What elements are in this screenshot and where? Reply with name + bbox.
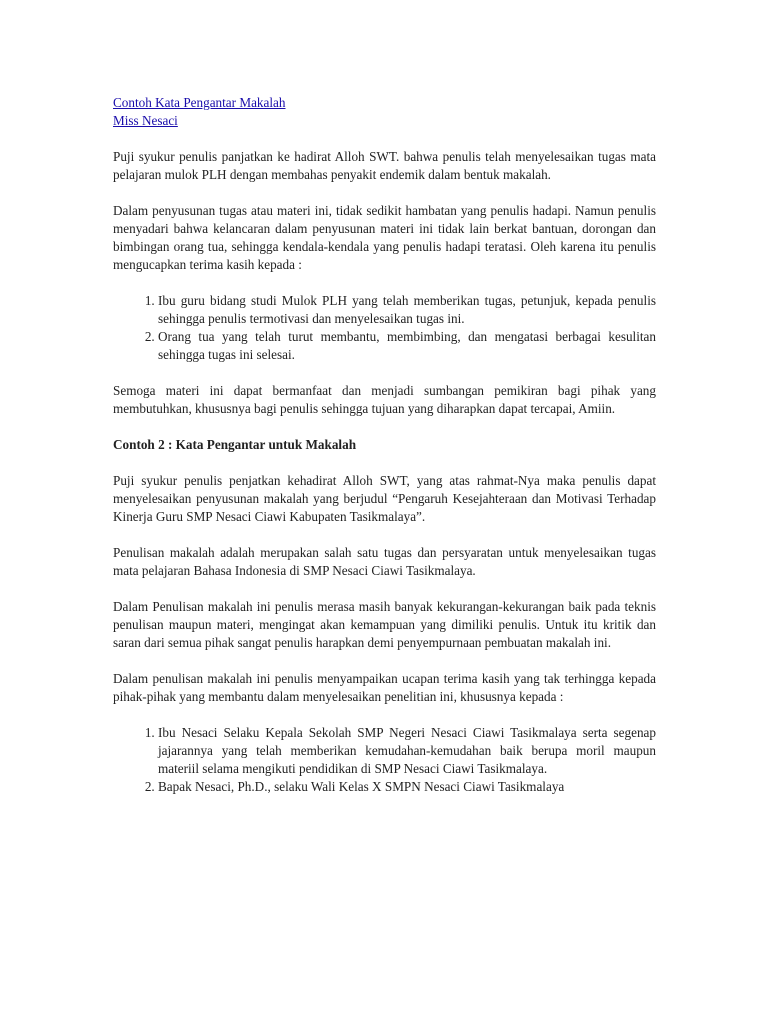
paragraph: Dalam Penulisan makalah ini penulis merasa masih banyak kekurangan-kekurangan baik pada teknis penulisan maupun materi, mengingat akan kemampuan yang dimiliki penulis. Untuk itu kritik dan saran dari semua pihak sangat penulis harapkan demi penyempurnaan pembuatan makalah ini. (113, 599, 656, 650)
thanks-list-1 (113, 292, 656, 364)
author-link[interactable]: Miss Nesaci (113, 113, 178, 128)
list-item: 2. Bapak Nesaci, Ph.D., selaku Wali Kelas X SMPN Nesaci Ciawi Tasikmalaya (158, 778, 656, 796)
paragraph: Semoga materi ini dapat bermanfaat dan menjadi sumbangan pemikiran bagi pihak yang membutuhkan, khususnya bagi penulis sehingga tujuan yang diharapkan dapat tercapai, Amiin. (113, 383, 656, 416)
list-item: 1. Ibu Nesaci Selaku Kepala Sekolah SMP Negeri Nesaci Ciawi Tasikmalaya serta segenap jajarannya yang telah memberikan kemudahan-kemudahan baik berupa moril maupun materiil selama mengikuti pendidikan di SMP Nesaci Ciawi Tasikmalaya. (158, 724, 656, 778)
paragraph: Dalam penulisan makalah ini penulis menyampaikan ucapan terima kasih yang tak terhingga kepada pihak-pihak yang membantu dalam menyelesaikan penelitian ini, khususnya kepada : (113, 671, 656, 704)
list-item: 1. Ibu guru bidang studi Mulok PLH yang telah memberikan tugas, petunjuk, kepada penulis sehingga penulis termotivasi dan menyelesaikan tugas ini. (158, 292, 656, 328)
paragraph: Puji syukur penulis panjatkan ke hadirat Alloh SWT. bahwa penulis telah menyelesaikan tugas mata pelajaran mulok PLH dengan membahas penyakit endemik dalam bentuk makalah. (113, 149, 656, 182)
title-link[interactable]: Contoh Kata Pengantar Makalah (113, 95, 286, 110)
paragraph: Penulisan makalah adalah merupakan salah satu tugas dan persyaratan untuk menyelesaikan tugas mata pelajaran Bahasa Indonesia di SMP Nesaci Ciawi Tasikmalaya. (113, 545, 656, 578)
section-heading: Contoh 2 : Kata Pengantar untuk Makalah (113, 437, 357, 452)
paragraph: Puji syukur penulis penjatkan kehadirat Alloh SWT, yang atas rahmat-Nya maka penulis dapat menyelesaikan penyusunan makalah yang berjudul “Pengaruh Kesejahteraan dan Motivasi Terhadap Kinerja Guru SMP Nesaci Ciawi Kabupaten Tasikmalaya”. (113, 473, 656, 524)
list-item: 2. Orang tua yang telah turut membantu, membimbing, dan mengatasi berbagai kesulitan sehingga tugas ini selesai. (158, 328, 656, 364)
paragraph: Dalam penyusunan tugas atau materi ini, tidak sedikit hambatan yang penulis hadapi. Namun penulis menyadari bahwa kelancaran dalam penyusunan materi ini tidak lain berkat bantuan, dorongan dan bimbingan orang tua, sehingga kendala-kendala yang penulis hadapi teratasi. Oleh karena itu penulis mengucapkan terima kasih kepada : (113, 203, 656, 272)
title-block (113, 94, 656, 130)
thanks-list-2 (113, 724, 656, 796)
